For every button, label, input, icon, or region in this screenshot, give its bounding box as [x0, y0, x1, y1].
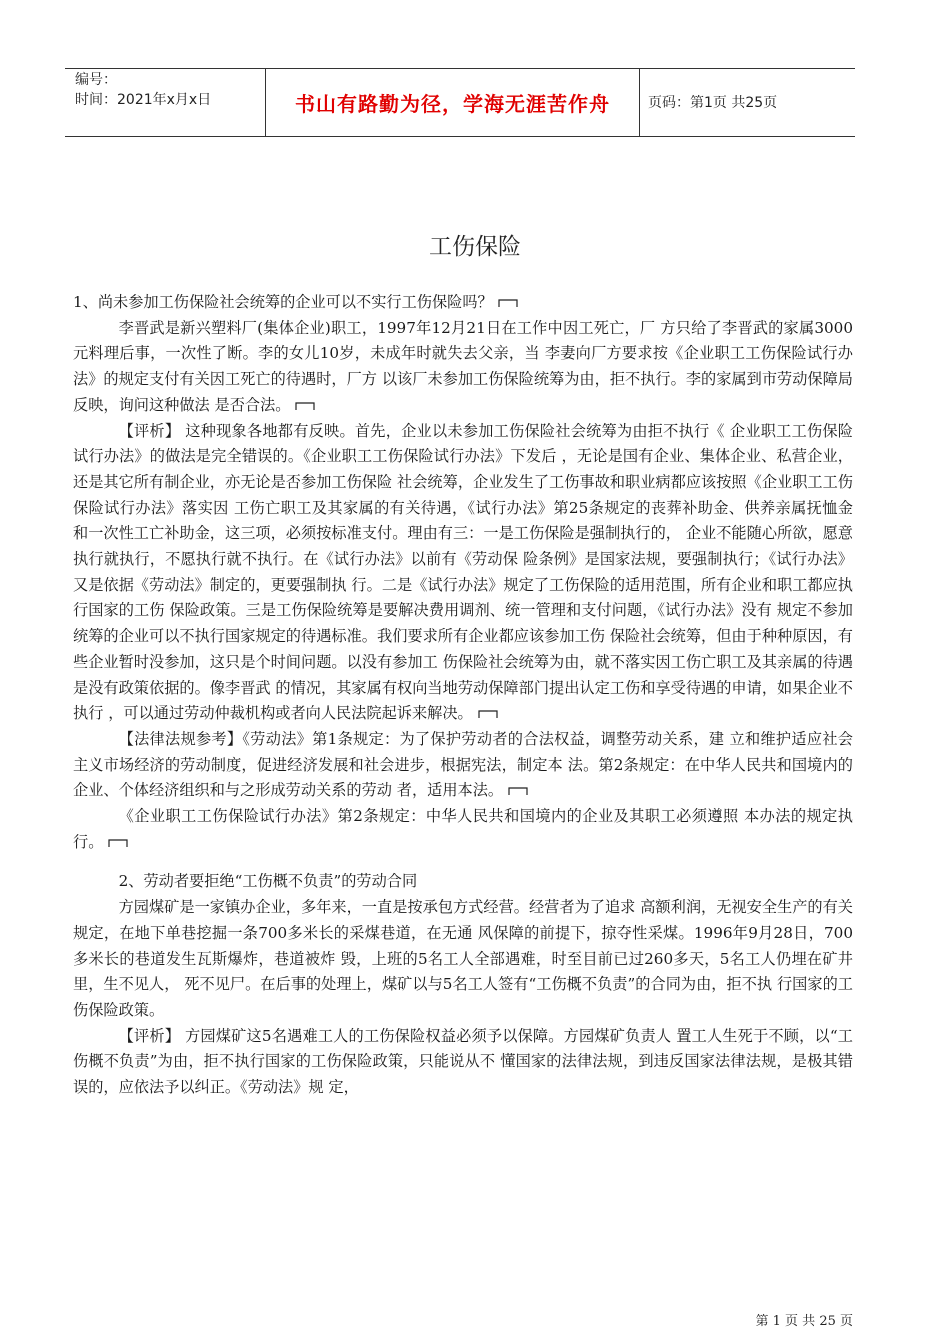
analysis-paragraph-2: 【评析】 方园煤矿这5名遇难工人的工伤保险权益必须予以保障。方园煤矿负责人 置工人生死于不顾，以“工伤概不负责”为由，拒不执行国家的工伤保险政策，只能说从不 懂国家的法律法规，到违反国家法律法规，是极其错误的，应依法予以纠正。《劳动法》规 定， [73, 1026, 853, 1097]
page-footer: 第 1 页 共 25 页 [755, 1314, 853, 1329]
document-number-label: 编号： [75, 72, 117, 88]
return-mark-icon [477, 708, 499, 720]
document-time-label: 时间：2021年x月x日 [75, 92, 212, 108]
question-heading-2: 2、劳动者要拒绝“工伤概不负责”的劳动合同 [118, 872, 418, 891]
document-title: 工伤保险 [429, 234, 521, 260]
return-mark-icon [107, 837, 129, 849]
analysis-paragraph-1: 【评析】 这种现象各地都有反映。首先，企业以未参加工伤保险社会统筹为由拒不执行《 企业职工工伤保险试行办法》的做法是完全错误的。《企业职工工伤保险试行办法》下发后 ，无论是国有企业、集体企业、私营企业，还是其它所有制企业，亦无论是否参加工伤保险 社会统筹，企业发生了工伤事故和职业病都应该按照《企业职工工伤保险试行办法》落实因 工伤亡职工及其家属的有关待遇，《试行办法》第25条规定的丧葬补助金、供养亲属抚恤金 和一次性工亡补助金，这三项，必须按标准支付。理由有三：一是工伤保险是强制执行的， 企业不能随心所欲，愿意执行就执行，不愿执行就不执行。在《试行办法》以前有《劳动保 险条例》是国家法规，要强制执行；《试行办法》又是依据《劳动法》制定的，更要强制执 行。二是《试行办法》规定了工伤保险的适用范围，所有企业和职工都应执行国家的工伤 保险政策。三是工伤保险统筹是要解决费用调剂、统一管理和支付问题，《试行办法》没有 规定不参加统筹的企业可以不执行国家规定的待遇标准。我们要求所有企业都应该参加工伤 保险社会统筹，但由于种种原因，有些企业暂时没参加，这只是个时间问题。以没有参加工 伤保险社会统筹为由，就不落实因工伤亡职工及其亲属的待遇是没有政策依据的。像李晋武 的情况，其家属有权向当地劳动保障部门提出认定工伤和享受待遇的申请，如果企业不执行 ，可以通过劳动仲裁机构或者向人民法院起诉来解决。 [73, 421, 853, 723]
case-paragraph-2: 方园煤矿是一家镇办企业，多年来，一直是按承包方式经营。经营者为了追求 高额利润，无视安全生产的有关规定，在地下单巷挖掘一条700多米长的采煤巷道，在无通 风保障的前提下，掠夺性采煤。1996年9月28日，700多米长的巷道发生瓦斯爆炸，巷道被炸 毁，上班的5名工人全部遇难，时至目前已过260多天，5名工人仍埋在矿井里，生不见人， 死不见尸。在后事的处理上，煤矿以与5名工人签有“工伤概不负责”的合同为由，拒不执 行国家的工伤保险政策。 [73, 898, 853, 1019]
document-body [73, 290, 853, 1101]
header-motto: 书山有路勤为径，学海无涯苦作舟 [295, 92, 610, 116]
section-gap [73, 855, 853, 869]
header-page-number: 页码：第1页 共25页 [648, 95, 778, 111]
law-reference-paragraph: 【法律法规参考】《劳动法》第1条规定：为了保护劳动者的合法权益，调整劳动关系，建 立和维护适应社会主义市场经济的劳动制度，促进经济发展和社会进步，根据宪法，制定本 法。第2条规定：在中华人民共和国境内的企业、个体经济组织和与之形成劳动关系的劳动 者，适用本法。 [73, 729, 853, 800]
header-divider-right [639, 68, 640, 136]
question-heading-1: 1、尚未参加工伤保险社会统筹的企业可以不实行工伤保险吗？ [73, 290, 853, 316]
header-meta [75, 70, 211, 110]
law-reference-paragraph-2: 《企业职工工伤保险试行办法》第2条规定：中华人民共和国境内的企业及其职工必须遵照 本办法的规定执行。 [73, 807, 853, 851]
header-top-rule [65, 68, 855, 69]
return-mark-icon [507, 785, 529, 797]
case-paragraph-1: 李晋武是新兴塑料厂(集体企业)职工，1997年12月21日在工作中因工死亡，厂 方只给了李晋武的家属3000元料理后事，一次性了断。李的女儿10岁，未成年时就失去父亲，当 李妻向厂方要求按《企业职工工伤保险试行办法》的规定支付有关因工死亡的待遇时，厂方 以该厂未参加工伤保险统筹为由，拒不执行。李的家属到市劳动保障局反映，询问这种做法 是否合法。 [73, 318, 853, 414]
return-mark-icon [497, 297, 519, 309]
header-bottom-rule [65, 136, 855, 137]
return-mark-icon [294, 400, 316, 412]
